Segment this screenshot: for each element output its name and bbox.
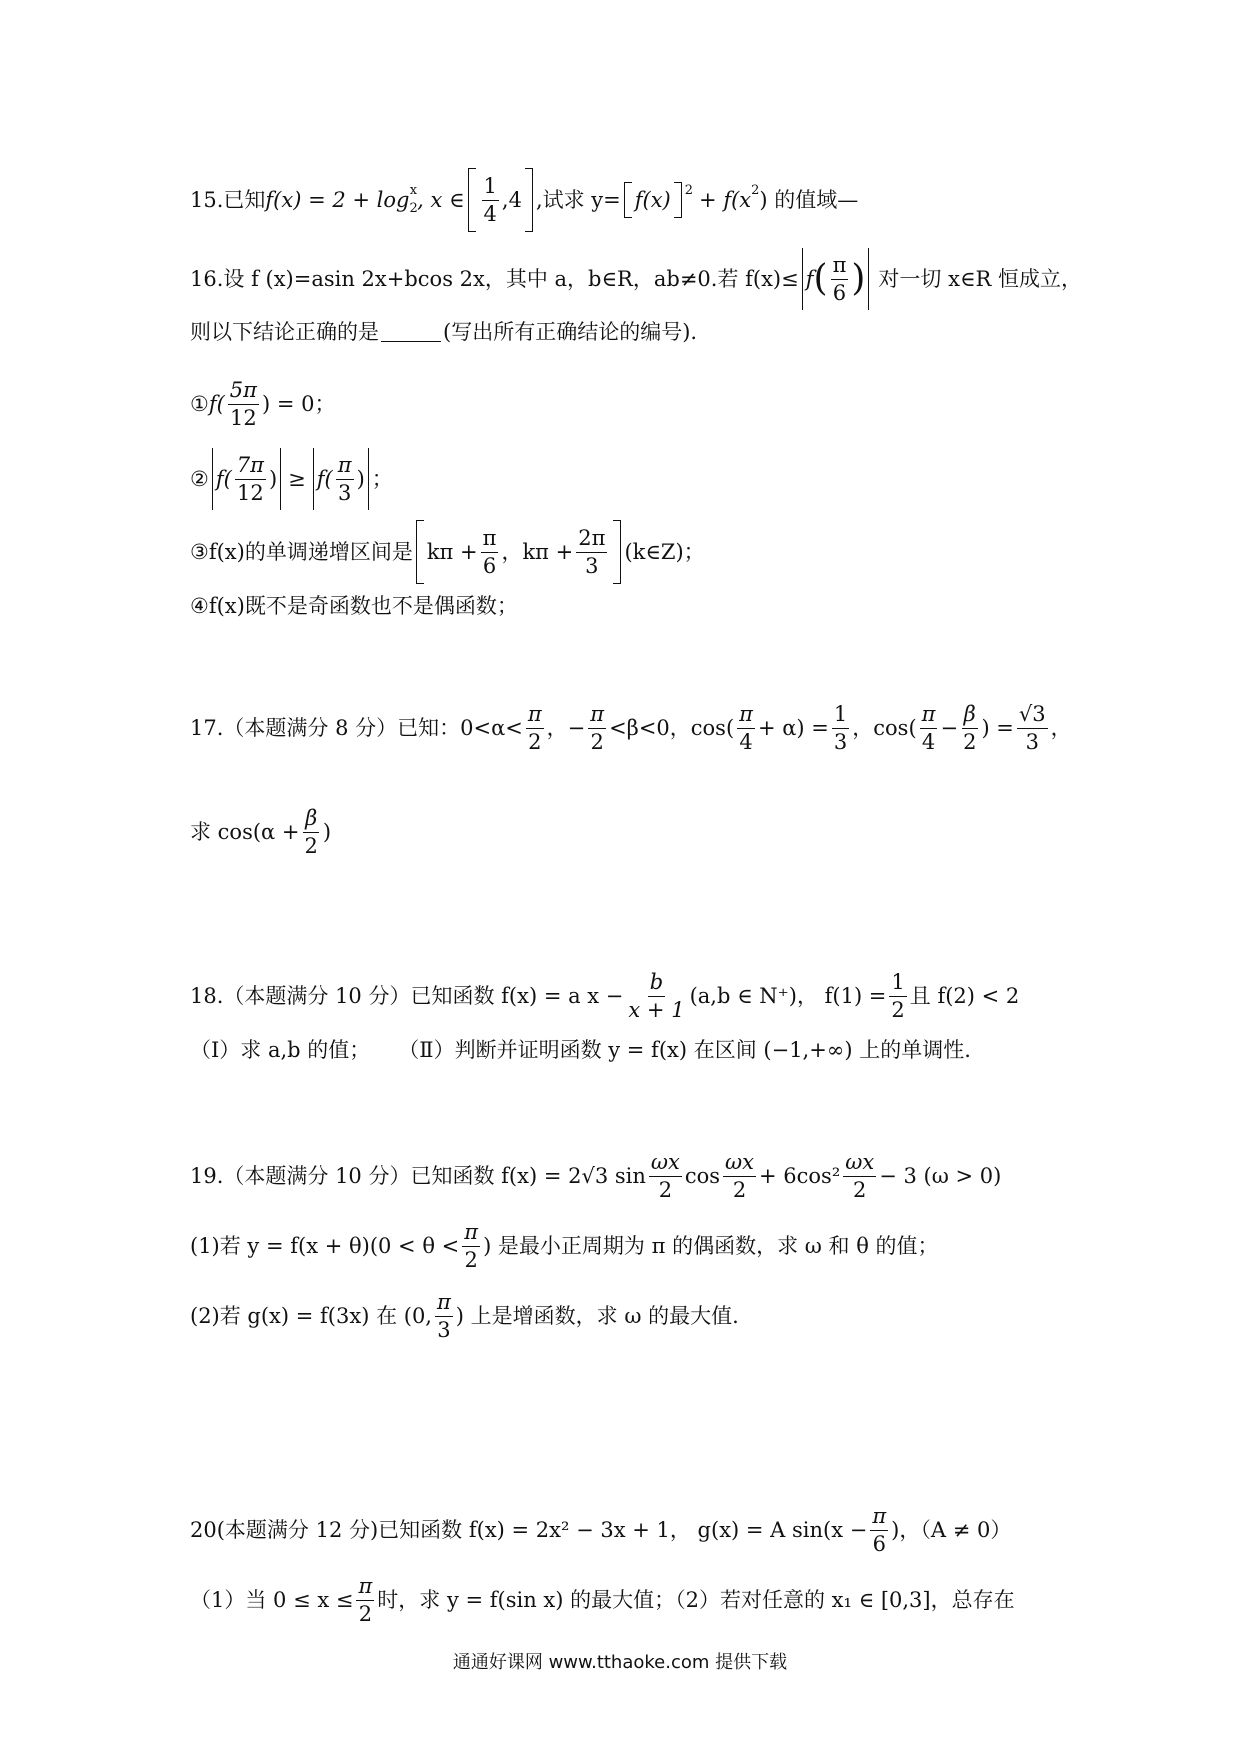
text: 18.（本题满分 10 分）已知函数 f(x) = a x − [190, 984, 624, 1008]
fraction: $\frac{\pi}{2}$ [527, 702, 542, 754]
bracket-left [416, 520, 424, 584]
fraction: $\frac{\beta}{2}$ [304, 806, 318, 858]
math: f(x) [634, 187, 671, 212]
text: 时，求 y = f(sin x) 的最大值；（2）若对任意的 x₁ ∈ [0,3]，总存在 [377, 1588, 1015, 1612]
math: f( [208, 392, 225, 416]
text: ③f(x)的单调递增区间是 [190, 539, 413, 564]
answer-blank [381, 323, 441, 342]
math-sup: 2 [751, 182, 760, 198]
math: , x ∈ [417, 187, 465, 212]
math: ) = 0； [261, 392, 336, 416]
math: + α) = [757, 716, 829, 740]
math: <β<0，cos( [609, 716, 735, 740]
abs-bar [802, 248, 803, 310]
fraction: $\frac{\pi}{2}$ [358, 1574, 373, 1626]
math-sub: 2 [409, 200, 418, 216]
option-2 [190, 448, 393, 510]
fraction: $\frac{\pi}{6}$ [482, 525, 497, 578]
math: ，− [546, 716, 586, 740]
option-4 [190, 596, 518, 617]
fraction: $\frac{\pi}{6}$ [832, 252, 847, 305]
text: 19.（本题满分 10 分）已知函数 f(x) = 2√3 sin [190, 1164, 646, 1188]
math: f(x) = 2 + log [265, 187, 410, 212]
math: ，kπ + [501, 539, 574, 564]
problem-19 [190, 1152, 1001, 1201]
math: ， [1050, 716, 1072, 740]
math: + f(x [699, 187, 752, 212]
text: ) 是最小正周期为 π 的偶函数，求 ω 和 θ 的值； [483, 1234, 939, 1258]
math: 且 f(2) < 2 [909, 984, 1020, 1008]
math: ) [268, 466, 278, 491]
fraction: $\frac{\pi}{2}$ [464, 1220, 479, 1272]
bracket-right [525, 168, 533, 232]
problem-19-part1 [190, 1222, 939, 1271]
fraction: $\frac{\pi}{2}$ [590, 702, 605, 754]
problem-17-line2 [190, 808, 331, 857]
fraction: $\frac{\pi}{3}$ [337, 452, 352, 505]
math-sup: 2 [684, 182, 694, 198]
abs-bar [280, 448, 281, 510]
text: ) 的值域— [759, 187, 859, 212]
fraction: $\frac{1}{4}$ [483, 173, 497, 226]
math: ； [371, 466, 393, 491]
problem-16: 16.设 f (x)=asin 2x+bcos 2x，其中 a，b∈R，ab≠0.若 f(x)≤ f ( $\frac{\pi}{6}$ ) 对一切 x∈R 恒成立， [190, 248, 1082, 310]
fraction: $\frac{\omega x}{2}$ [725, 1150, 755, 1202]
problem-17 [190, 704, 1072, 753]
math-sup: x [409, 182, 418, 198]
abs-bar [868, 248, 869, 310]
text: (2)若 g(x) = f(3x) 在 (0, [190, 1304, 432, 1328]
fraction: $\frac{\omega x}{2}$ [650, 1150, 680, 1202]
math: f [805, 266, 814, 291]
text: ) 上是增函数，求 ω 的最大值. [455, 1304, 739, 1328]
fraction: $\frac{\beta}{2}$ [963, 702, 977, 754]
text: (1)若 y = f(x + θ)(0 < θ < [190, 1234, 460, 1258]
option-marker: ② [190, 466, 209, 491]
math: kπ + [426, 539, 478, 564]
text: (写出所有正确结论的编号). [443, 320, 698, 344]
fraction: $\frac{\omega x}{2}$ [845, 1150, 875, 1202]
fraction: $\frac{1}{3}$ [833, 702, 848, 754]
text: （1）当 0 ≤ x ≤ [190, 1588, 354, 1612]
fraction: $\frac{5\pi}{12}$ [229, 378, 257, 430]
bracket-right [674, 182, 682, 218]
abs-bar [368, 448, 369, 510]
fraction: $\frac{√3}{3}$ [1018, 702, 1046, 754]
problem-15 [190, 168, 858, 232]
text: （Ⅰ）求 a,b 的值； [190, 1038, 371, 1062]
math: ) [322, 820, 332, 844]
text: 15.已知 [190, 187, 266, 212]
math: ,4 [501, 187, 522, 212]
problem-18 [190, 972, 1019, 1021]
fraction: $\frac{7\pi}{12}$ [236, 452, 264, 505]
math: − 3 (ω > 0) [879, 1164, 1002, 1188]
bracket-left [468, 168, 476, 232]
text: （Ⅱ）判断并证明函数 y = f(x) 在区间 (−1,+∞) 上的单调性. [398, 1038, 971, 1062]
math: (a,b ∈ N⁺)， f(1) = [689, 984, 887, 1008]
fraction: $\frac{\pi}{3}$ [436, 1290, 451, 1342]
math: )，（A ≠ 0） [891, 1518, 1012, 1542]
text: (k∈Z)； [624, 539, 705, 564]
problem-19-part2 [190, 1292, 739, 1341]
option-3 [190, 520, 705, 584]
text: 17.（本题满分 8 分）已知：0<α< [190, 716, 523, 740]
math: ) = [981, 716, 1014, 740]
problem-20-line2 [190, 1576, 1015, 1625]
abs-bar [313, 448, 314, 510]
fraction: $\frac{\pi}{6}$ [872, 1504, 887, 1556]
text: ,试求 y= [535, 187, 621, 212]
footer-credit: 通通好课网 www.tthaoke.com 提供下载 [452, 1652, 788, 1673]
fraction: $\frac{b}{x + 1}$ [628, 970, 685, 1022]
bracket-left [624, 182, 632, 218]
problem-20 [190, 1506, 1011, 1555]
text: 求 cos(α + [190, 820, 300, 844]
text: ④f(x)既不是奇函数也不是偶函数； [190, 594, 518, 618]
math: cos [684, 1164, 721, 1188]
text: 20(本题满分 12 分)已知函数 f(x) = 2x² − 3x + 1， g(x) = A sin(x − [190, 1518, 868, 1542]
math: + 6cos² [759, 1164, 841, 1188]
abs-bar [212, 448, 213, 510]
fraction: $\frac{2\pi}{3}$ [578, 525, 606, 578]
math: ) [356, 466, 365, 491]
text: 对一切 x∈R 恒成立， [878, 266, 1082, 291]
problem-16-line2 [190, 322, 697, 343]
fraction: $\frac{1}{2}$ [891, 970, 905, 1022]
math: ，cos( [852, 716, 917, 740]
math: ≥ [288, 466, 306, 491]
math: f( [215, 466, 232, 491]
option-marker: ① [190, 392, 209, 416]
fraction: $\frac{\pi}{4}$ [739, 702, 753, 754]
fraction: $\frac{\pi}{4}$ [921, 702, 936, 754]
bracket-right [613, 520, 621, 584]
problem-18-line2 [190, 1040, 971, 1061]
text: 则以下结论正确的是 [190, 320, 379, 344]
math: f( [316, 466, 333, 491]
option-1 [190, 380, 335, 429]
text: 16.设 f (x)=asin 2x+bcos 2x，其中 a，b∈R，ab≠0.若 f(x)≤ [190, 266, 799, 291]
math: − [940, 716, 959, 740]
